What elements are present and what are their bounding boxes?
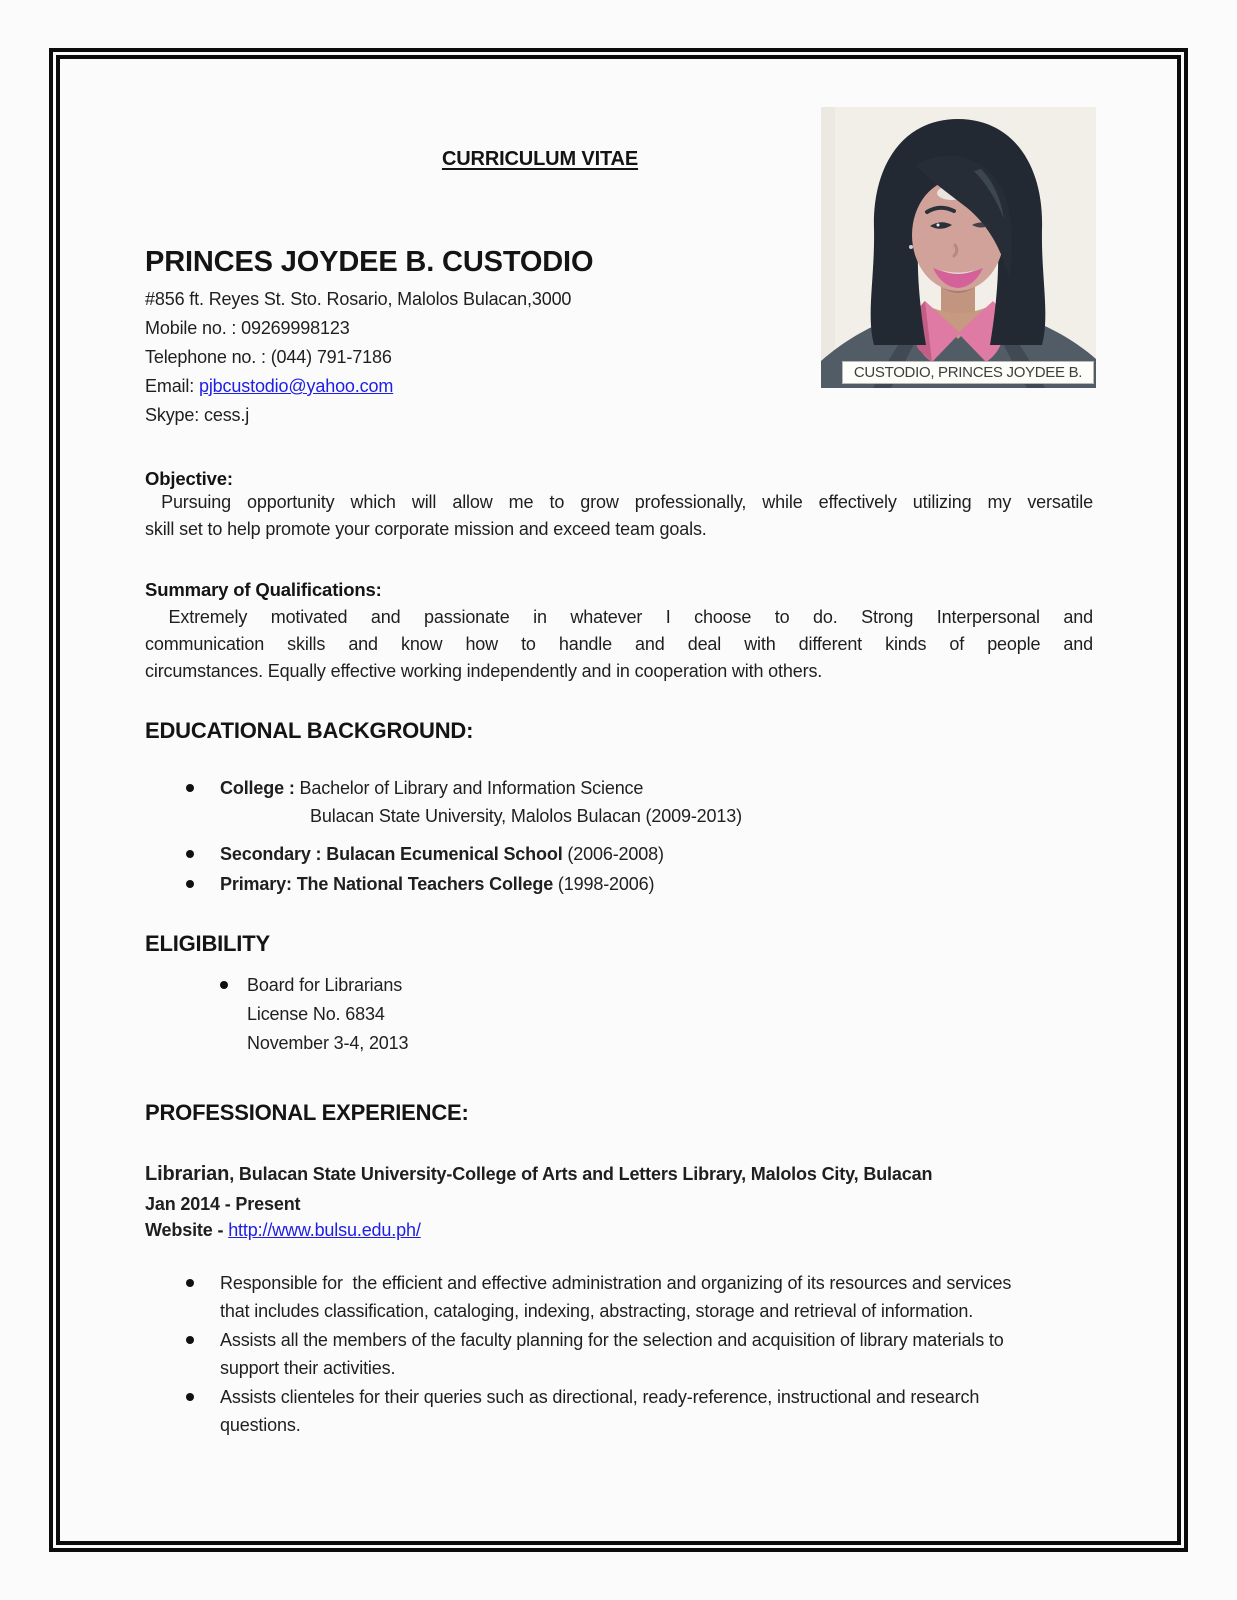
website-label: Website -	[145, 1220, 229, 1240]
education-item-text	[220, 840, 664, 868]
summary-heading: Summary of Qualifications:	[145, 579, 382, 600]
experience-heading: PROFESSIONAL EXPERIENCE:	[145, 1100, 469, 1125]
photo-caption: CUSTODIO, PRINCES JOYDEE B.	[842, 361, 1094, 384]
experience-bullet	[145, 1269, 1020, 1326]
person-name: PRINCES JOYDEE B. CUSTODIO	[145, 246, 594, 278]
eligibility-item	[145, 971, 945, 1058]
experience-bullet-text: Assists all the members of the faculty planning for the selection and acquisition of library materials to support their activities.	[220, 1329, 1009, 1379]
email-label: Email:	[145, 376, 199, 396]
eligibility-list	[145, 971, 945, 1058]
bullet-icon	[186, 1393, 194, 1401]
job-title: Librarian	[145, 1163, 230, 1185]
experience-bullet-text: Responsible for the efficient and effective administration and organizing of its resources and services that includes classification, cataloging, indexing, abstracting, storage and retrieval of information.	[220, 1273, 1017, 1322]
eligibility-line: Board for Librarians	[247, 975, 403, 995]
document-title	[145, 146, 935, 172]
bullet-icon	[186, 880, 194, 888]
job-detail: , Bulacan State University-College of Arts and Letters Library, Malolos City, Bulacan	[229, 1164, 933, 1184]
eligibility-item-text	[247, 971, 408, 1058]
job-title-line	[145, 1160, 932, 1188]
portrait-illustration	[821, 107, 1096, 388]
eligibility-line: November 3-4, 2013	[247, 1033, 409, 1053]
experience-bullet-list	[145, 1269, 1020, 1439]
education-list	[145, 774, 1085, 899]
education-item-text	[220, 774, 742, 831]
bullet-icon	[186, 1336, 194, 1344]
summary-line: Extremely motivated and passionate in whatever I choose to do. Strong Interpersonal and	[145, 607, 1093, 627]
objective-line: Pursuing opportunity which will allow me to grow professionally, while effectively utilizing my versatile	[145, 492, 1093, 512]
education-college-value: Bachelor of Library and Information Science	[294, 778, 644, 798]
experience-bullet	[145, 1326, 1020, 1383]
document-title-text: CURRICULUM VITAE	[441, 148, 639, 170]
education-item-secondary	[145, 840, 1085, 868]
website-link[interactable]: http://www.bulsu.edu.ph/	[228, 1220, 421, 1240]
skype-line: Skype: cess.j	[145, 405, 250, 425]
experience-bullet	[145, 1383, 1020, 1440]
contact-block	[145, 285, 571, 430]
summary-line: communication skills and know how to handle and deal with different kinds of people and	[145, 634, 1093, 654]
objective-line: skill set to help promote your corporate mission and exceed team goals.	[145, 519, 707, 539]
bullet-icon	[186, 850, 194, 858]
objective-paragraph	[145, 489, 1093, 543]
mobile-line: Mobile no. : 09269998123	[145, 318, 350, 338]
education-secondary-label: Secondary : Bulacan Ecumenical School	[220, 843, 563, 864]
education-college-label: College :	[220, 778, 295, 798]
summary-paragraph	[145, 604, 1093, 685]
address-line: #856 ft. Reyes St. Sto. Rosario, Malolos Bulacan,3000	[145, 289, 572, 309]
profile-photo	[821, 107, 1096, 388]
email-line	[145, 372, 571, 401]
bullet-icon	[186, 1279, 194, 1287]
telephone-line: Telephone no. : (044) 791-7186	[145, 347, 392, 367]
education-primary-value: (1998-2006)	[553, 874, 655, 895]
objective-heading: Objective:	[145, 468, 233, 489]
education-heading: EDUCATIONAL BACKGROUND:	[145, 718, 474, 743]
education-primary-label: Primary: The National Teachers College	[220, 874, 554, 895]
bullet-icon	[220, 981, 228, 989]
bullet-icon	[186, 784, 194, 792]
education-college-line2: Bulacan State University, Malolos Bulacan (2009-2013)	[310, 806, 742, 827]
summary-line: circumstances. Equally effective working independently and in cooperation with others.	[145, 661, 823, 681]
email-link[interactable]: pjbcustodio@yahoo.com	[198, 376, 394, 396]
education-item-college	[145, 774, 1085, 831]
experience-bullet-text: Assists clienteles for their queries such as directional, ready-reference, instructional and research questions.	[220, 1386, 985, 1436]
education-item-primary	[145, 870, 1085, 898]
education-secondary-value: (2006-2008)	[562, 843, 664, 864]
website-line	[145, 1216, 421, 1244]
job-period: Jan 2014 - Present	[145, 1194, 301, 1214]
eligibility-line: License No. 6834	[247, 1004, 385, 1024]
education-item-text	[220, 870, 654, 898]
eligibility-heading: ELIGIBILITY	[145, 931, 270, 956]
